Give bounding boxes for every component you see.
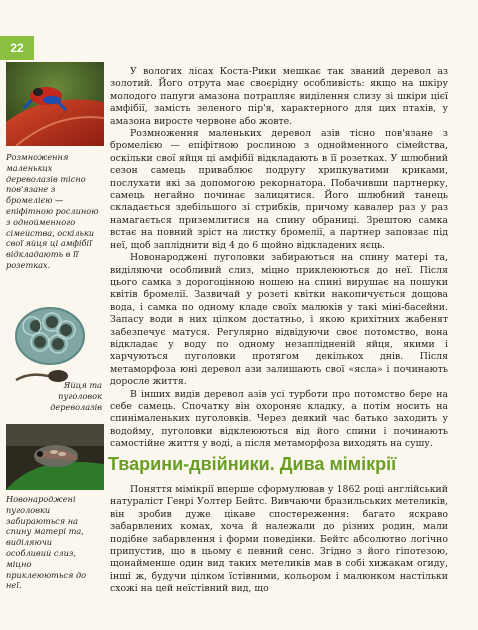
tadpole-back-caption: Новонароджені пуголовки забираються на спину матері та, виділяючи особливий слиз, міцно приклеюються до неї.	[6, 494, 87, 591]
frog-caption: Розмноження маленьких дереволазів тісно пов'язане з бромелією — епіфітною рослиною з однойменного сімейства, оскільки свої яйця ці амфібії відкладають в її розетках.	[6, 152, 99, 270]
frog-photo	[6, 62, 104, 146]
eggs-photo	[10, 302, 98, 392]
page-number: 22	[0, 36, 34, 60]
paragraph: В інших видів деревол азів усі турботи про потомство бере на себе самець. Спочатку він охороняє кладку, а потім носить на спинімаленьких пуголовків. Через деякий час батько заходить у водойму, пуголовки відклеюються від його спини і починають самостійне життя у воді, а після метаморфоза виходять на сушу.	[110, 388, 448, 450]
main-text-2	[110, 484, 448, 596]
eggs-caption: Яйця та пуголовок дереволазів	[50, 380, 102, 412]
tadpole-back-photo	[6, 424, 104, 490]
section-heading: Тварини-двійники. Дива мімікрії	[108, 454, 397, 474]
paragraph: Поняття мімікрії вперше сформулював у 1862 році англійський натураліст Генрі Уолтер Бейтс. Вивчаючи бразильських метеликів, він зробив дуже цікаве спостереження: багато яскраво забарвлених комах, хоча й належали до різних родин, мали подібне забарвлення і форми поведінки. Бейтс абсолютно логічно припустив, що в цьому є певний сенс. Згідно з його гіпотезою, щонаймeнше один вид таких метеликів мав в собі хижакам огиду, інші ж, будучи цілком їстівними, кольором і малюнком настільки схожі на цей неїстівний вид, що	[110, 484, 448, 595]
paragraph: Розмноження маленьких деревол азів тісно пов'язане з бромелією — епіфітною рослиною з однойменного сімейства, оскільки свої яйця ці амфібії відкладають в її розетках. У шлюбний сезон самець приваблює подругу хрипкуватими криками, послухати які за допомогою рекорнатора. Побачивши партнерку, самець негайно починає залицятися. Його шлюбний танець складається здебільшого зі стрибків, причому кавалер раз у раз намагається приземлитися на спину обраниці. Зрештою самка встає на повний зріст на листку бромелії, а партнер заповзає під неї, щоб запліднити від 4 до 6 щойно відкладених яєць.	[110, 128, 448, 251]
paragraph: У вологих лісах Коста-Рики мешкає так званий деревол аз золотий. Його отрута має своєрідну особливість: якщо на шкіру молодого папуги амазона потрапляє виділення слизу зі шкіри цієї амфібії, замість зеленого пір'я, характерного для цих птахів, у амазона виросте червоне або жовте.	[110, 66, 448, 127]
main-text	[110, 66, 448, 451]
paragraph: Новонароджені пуголовки забираються на спину матері та, виділяючи особливий слиз, міцно приклеюються до неї. Після цього самка з дорогоцінною ношею на спині вирушає на пошуки квітів бромелії. Зазвичай у розеті квітки накопичується дощова вода, і самка по одному кладе своїх малюків у такі міні-басейни. Запасу води в них цілком достатньо, і якою крихітних жабенят забезпечує матуся. Регулярно відвідуючи своє потомство, вона відкладає у воду по одному незаплідненій яйця, якими і харчуються пуголовки протягом декількох днів. Після метаморфоза юні деревол ази залишають свої «ясла» і починають доросле життя.	[110, 252, 448, 388]
